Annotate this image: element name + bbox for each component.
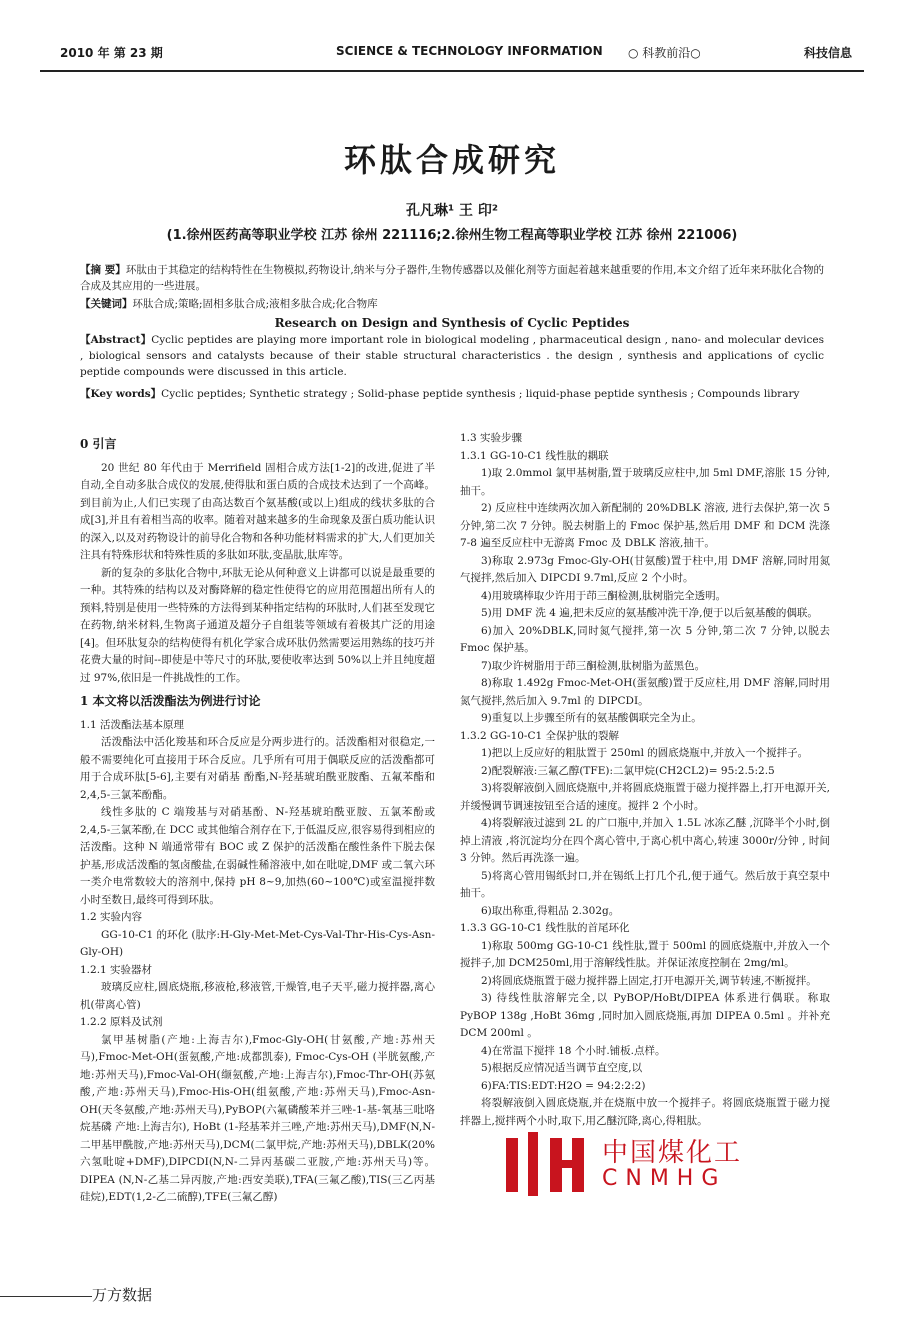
right-paragraph: 5)根据反应情况适当调节直空度,以 (481, 1062, 643, 1074)
right-paragraph: 4)用玻璃棒取少许用于茚三酮检测,肽树脂完全透明。 (481, 589, 727, 602)
right-paragraph: 6)FA:TIS:EDT:H2O = 94:2:2:2) (481, 1079, 646, 1092)
left-paragraph: 新的复杂的多肽化合物中,环肽无论从何种意义上讲都可以说是最重要的一种。其特殊的结构以及对酶降解的稳定性使得它的应用范围超出所有人的预料,特别是使用一些特殊的方法得到某种指定结构的环肽时,人们甚至发现它在药物,纳米材料,生物离子通道及超分子自组装等领域有着极其广泛的用途[4]。但环肽复杂的结构使得有机化学家合成环肽仍然需要运用熟练的技巧并花费大量的时间--即使是中等尺寸的环肽,要使收率达到 50%以上并且纯度超过 97%,依旧是一件挑战性的工作。 (80, 566, 435, 684)
left-heading: 1.2.1 实验器材 (80, 963, 153, 976)
journal-short: 科技信息 (803, 46, 852, 60)
left-heading: 1.2.2 原料及试剂 (80, 1016, 163, 1028)
right-paragraph: 2) 反应柱中连续两次加入新配制的 20%DBLK 溶液, 进行去保护,第一次 5 分钟,第二次 7 分钟。脱去树脂上的 Fmoc 保护基,然后用 DMF 和 DCM 洗涤 7-8 遍至反应柱中无游离 Fmoc 及 DBLK 溶液,抽干。 (460, 502, 830, 549)
right-heading: 1.3.3 GG-10-C1 线性肽的首尾环化 (460, 922, 630, 934)
authors: 孔凡琳¹ 王 印² (405, 203, 498, 219)
english-title: Research on Design and Synthesis of Cyclic Peptides (274, 316, 630, 330)
footer-source: 万方数据 (92, 1286, 153, 1304)
right-paragraph: 6)加入 20%DBLK,同时氮气搅拌,第一次 5 分钟,第二次 7 分钟,以脱去 Fmoc 保护基。 (460, 624, 830, 654)
left-heading: 1.2 实验内容 (80, 911, 143, 923)
abstract-en (80, 332, 824, 380)
left-paragraph: 氯甲基树脂(产地:上海吉尔),Fmoc-Gly-OH(甘氨酸,产地:苏州天马),Fmoc-Met-OH(蛋氨酸,产地:成都凯泰), Fmoc-Cys-OH (半胱氨酸,产地:苏州天马),Fmoc-Val-OH(缬氨酸,产地:上海吉尔),Fmoc-Thr-OH(苏氨酸,产地:苏州天马),Fmoc-His-OH(组氨酸,产地:苏州天马),Fmoc-Asn-OH(天冬氨酸,产地:苏州天马),PyBOP(六氟磷酸苯并三唑-1-基-氧基三吡咯烷基磷 产地:上海吉尔), HoBt (1-羟基苯并三唑,产地:苏州天马),DMF(N,N-二甲基甲酰胺,产地:苏州天马),DCM(二氯甲烷,产地:苏州天马),DBLK(20%六氢吡啶+DMF),DIPCDI(N,N-二异丙基碳二亚胺,产地:苏州天马)等。DIPEA (N,N-乙基二异丙胺,产地:西安美联),TFA(三氟乙酸),TIS(三乙丙基硅烷),EDT(1,2-乙二硫醇),TFE(三氟乙醇) (80, 1033, 435, 1203)
abstract-cn-text: 环肽由于其稳定的结构特性在生物模拟,药物设计,纳米与分子器件,生物传感器以及催化剂等方面起着越来越重要的作用,本文介绍了近年来环肽化合物的合成及其应用的一些进展。 (80, 264, 824, 292)
keywords-cn (80, 296, 824, 312)
right-paragraph: 1)称取 500mg GG-10-C1 线性肽,置于 500ml 的圆底烧瓶中,并放入一个搅拌子,加 DCM250ml,用于溶解线性肽。并保证浓度控制在 2mg/ml。 (460, 939, 830, 969)
left-paragraph: GG-10-C1 的环化 (肽序:H-Gly-Met-Met-Cys-Val-Thr-His-Cys-Asn-Gly-OH) (80, 928, 435, 958)
left-heading: 1 本文将以活泼酯法为例进行讨论 (80, 694, 261, 708)
abstract-cn (80, 262, 824, 294)
right-paragraph: 3)将裂解液倒入圆底烧瓶中,并将圆底烧瓶置于磁力搅拌器上,打开电源开关,并缓慢调节调速按钮至合适的速度。搅拌 2 个小时。 (460, 782, 830, 812)
right-paragraph: 4)将裂解液过滤到 2L 的广口瓶中,并加入 1.5L 冰冻乙醚 ,沉降半个小时,倒掉上清液 ,将沉淀均分在四个离心管中,于离心机中离心,转速 3000r/分钟 , 时间 3 分钟。然后再洗涤一遍。 (460, 817, 830, 864)
keywords-en-label: 【Key words】 (80, 388, 162, 400)
right-paragraph: 8)称取 1.492g Fmoc-Met-OH(蛋氨酸)置于反应柱,用 DMF 溶解,同时用氮气搅拌,然后加入 9.7ml 的 DIPCDI。 (460, 677, 830, 707)
right-paragraph: 5)将离心管用锡纸封口,并在锡纸上打几个孔,便于通气。然后放于真空泵中抽干。 (460, 869, 830, 899)
affiliation: (1.徐州医药高等职业学校 江苏 徐州 221116;2.徐州生物工程高等职业学校 江苏 徐州 221006) (166, 228, 738, 243)
watermark-cn: 中国煤化工 (602, 1138, 743, 1168)
journal-name: SCIENCE & TECHNOLOGY INFORMATION (336, 44, 603, 58)
abstract-cn-label: 【摘 要】 (80, 264, 126, 276)
running-header (40, 44, 864, 66)
keywords-cn-label: 【关键词】 (80, 298, 133, 310)
left-paragraph: 活泼酯法中活化羧基和环合反应是分两步进行的。活泼酯相对很稳定,一般不需要纯化可直接用于环合反应。几乎所有可用于偶联反应的活泼酯都可用于合成环肽[5-6],主要有对硝基 酚酯,N-羟基琥珀酰亚胺酯、五氟苯酯和 2,4,5-三氯苯酚酯。 (80, 736, 435, 801)
right-paragraph: 6)取出称重,得粗品 2.302g。 (481, 904, 620, 917)
left-heading: 1.1 活泼酯法基本原理 (80, 718, 185, 731)
right-paragraph: 7)取少许树脂用于茚三酮检测,肽树脂为蓝黑色。 (481, 659, 706, 672)
left-heading: 0 引言 (80, 437, 117, 451)
header-rule (40, 70, 864, 72)
right-paragraph: 1)取 2.0mmol 氯甲基树脂,置于玻璃反应柱中,加 5ml DMF,溶胀 15 分钟,抽干。 (460, 467, 830, 497)
right-paragraph: 4)在常温下搅拌 18 个小时.铺板.点样。 (481, 1044, 666, 1057)
right-paragraph: 9)重复以上步骤至所有的氨基酸偶联完全为止。 (481, 712, 702, 724)
right-paragraph: 1)把以上反应好的粗肽置于 250ml 的圆底烧瓶中,并放入一个搅拌子。 (481, 747, 809, 759)
right-paragraph: 3) 待线性肽溶解完全,以 PyBOP/HoBt/DIPEA 体系进行偶联。称取 PyBOP 138g ,HoBt 36mg ,同时加入圆底烧瓶,再加 DIPEA 0.5ml 。并补充 DCM 200ml 。 (460, 992, 830, 1039)
right-paragraph: 2)配裂解液:三氟乙醇(TFE):二氯甲烷(CH2CL2)= 95:2.5:2.5 (481, 764, 775, 777)
left-paragraph: 20 世纪 80 年代由于 Merrifield 固相合成方法[1-2]的改进,促进了半自动,全自动多肽合成仪的发展,使得肽和蛋白质的合成技术达到了一个高峰。到目前为止,人们已实现了由高达数百个氨基酸(或以上)组成的线状多肽的合成[3],并且有着相当高的收率。随着对越来越多的生命现象及蛋白质功能认识的深入,以及对药物设计的前导化合物和各种功能材料需求的扩大,人们更加关注具有特殊形状和特殊性质的多肽如环肽,变晶肽,肽库等。 (80, 461, 435, 561)
issue-label: 2010 年 第 23 期 (60, 46, 163, 60)
left-paragraph: 线性多肽的 C 端羧基与对硝基酚、N-羟基琥珀酰亚胺、五氯苯酚或 2,4,5-三氯苯酚,在 DCC 或其他缩合剂存在下,于低温反应,很容易得到相应的活泼酯。这种 N 端通常带有 BOC 或 Z 保护的活泼酯在酸性条件下脱去保护基,形成活泼酯的氢卤酸盐,在弱碱性稀溶液中,如在吡啶,DMF 或二氧六环一类介电常数较大的溶剂中,保持 pH 8~9,加热(60~100℃)或室温搅拌数小时至数日,最终可得到环肽。 (80, 806, 435, 906)
watermark-logo-icon (502, 1132, 592, 1196)
watermark-en: CNMHG (602, 1166, 727, 1191)
right-paragraph: 3)称取 2.973g Fmoc-Gly-OH(甘氨酸)置于柱中,用 DMF 溶解,同时用氮气搅拌,然后加入 DIPCDI 9.7ml,反应 2 个小时。 (460, 554, 830, 584)
keywords-en-text: Cyclic peptides; Synthetic strategy ; Solid-phase peptide synthesis ; liquid-phase peptide synthesis ; Compounds library (161, 388, 800, 400)
right-heading: 1.3.2 GG-10-C1 全保护肽的裂解 (460, 729, 620, 742)
keywords-cn-text: 环肽合成;策略;固相多肽合成;液相多肽合成;化合物库 (132, 298, 378, 310)
right-heading: 1.3 实验步骤 (460, 432, 523, 444)
keywords-en (80, 386, 824, 402)
right-paragraph: 将裂解液倒入圆底烧瓶,并在烧瓶中放一个搅拌子。将圆底烧瓶置于磁力搅拌器上,搅拌两个小时,取下,用乙醚沉降,离心,得粗肽。 (460, 1097, 830, 1127)
right-paragraph: 5)用 DMF 洗 4 遍,把未反应的氨基酸冲洗干净,便于以后氨基酸的偶联。 (481, 607, 818, 619)
watermark (502, 1132, 832, 1196)
section-label: ○ 科教前沿○ (628, 46, 701, 60)
footer-rule (0, 1296, 92, 1297)
paper-title: 环肽合成研究 (343, 141, 560, 179)
right-paragraph: 2)将圆底烧瓶置于磁力搅拌器上固定,打开电源开关,调节转速,不断搅拌。 (481, 974, 817, 987)
left-column (80, 430, 435, 1207)
left-paragraph: 玻璃反应柱,圆底烧瓶,移液枪,移液管,干燥管,电子天平,磁力搅拌器,离心机(带离心管) (80, 981, 435, 1011)
right-column (460, 430, 830, 1130)
right-heading: 1.3.1 GG-10-C1 线性肽的耦联 (460, 449, 609, 462)
abstract-en-label: 【Abstract】 (80, 334, 152, 346)
abstract-en-text: Cyclic peptides are playing more important role in biological modeling , pharmaceutical design , nano- and molecular devices , biological sensors and catalysts because of their stable structural characteristics . the design , synthesis and applications of cyclic peptide compounds were discussed in this article. (80, 334, 824, 378)
